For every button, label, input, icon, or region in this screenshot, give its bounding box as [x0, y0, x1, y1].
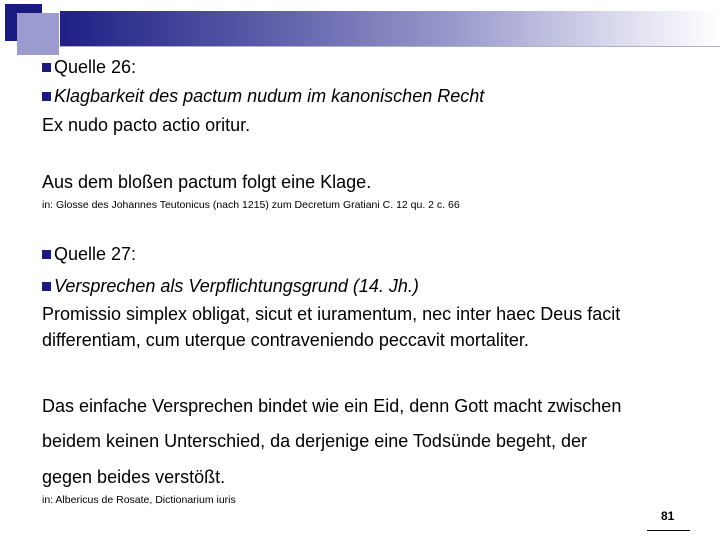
- source-27-citation: in: Albericus de Rosate, Dictionarium iuris: [42, 494, 236, 506]
- source-26-heading: [42, 57, 136, 78]
- source-27-subtitle-text: Versprechen als Verpflichtungsgrund (14. Jh.): [54, 276, 419, 296]
- source-27-heading-text: Quelle 27:: [54, 244, 137, 264]
- source-26-heading-text: Quelle 26:: [54, 57, 137, 77]
- source-27-german-line-3: gegen beides verstößt.: [42, 467, 226, 487]
- bullet-icon: [42, 282, 51, 291]
- source-26-latin: Ex nudo pacto actio oritur.: [42, 115, 251, 135]
- source-27-german-line-2: beidem keinen Unterschied, da derjenige eine Todsünde begeht, der: [42, 431, 588, 451]
- source-27-heading: [42, 244, 136, 265]
- source-26-citation: in: Glosse des Johannes Teutonicus (nach 1215) zum Decretum Gratiani C. 12 qu. 2 c. 66: [42, 199, 460, 211]
- source-26-subtitle-text: Klagbarkeit des pactum nudum im kanonischen Recht: [54, 86, 485, 106]
- bullet-icon: [42, 63, 51, 72]
- decorative-square-light: [17, 13, 59, 55]
- page-number-underline: [647, 530, 690, 531]
- source-27-latin-line-1: Promissio simplex obligat, sicut et iuramentum, nec inter haec Deus facit: [42, 304, 621, 324]
- source-27-subtitle: [42, 276, 419, 297]
- bullet-icon: [42, 92, 51, 101]
- header-gradient-bar: [60, 11, 720, 47]
- source-26-subtitle: [42, 86, 484, 107]
- header-rule: [60, 46, 720, 47]
- bullet-icon: [42, 250, 51, 259]
- source-27-latin-line-2: differentiam, cum uterque contraveniendo peccavit mortaliter.: [42, 330, 529, 350]
- page-number: 81: [661, 509, 675, 523]
- source-26-german: Aus dem bloßen pactum folgt eine Klage.: [42, 172, 372, 192]
- source-27-german-line-1: Das einfache Versprechen bindet wie ein Eid, denn Gott macht zwischen: [42, 396, 622, 416]
